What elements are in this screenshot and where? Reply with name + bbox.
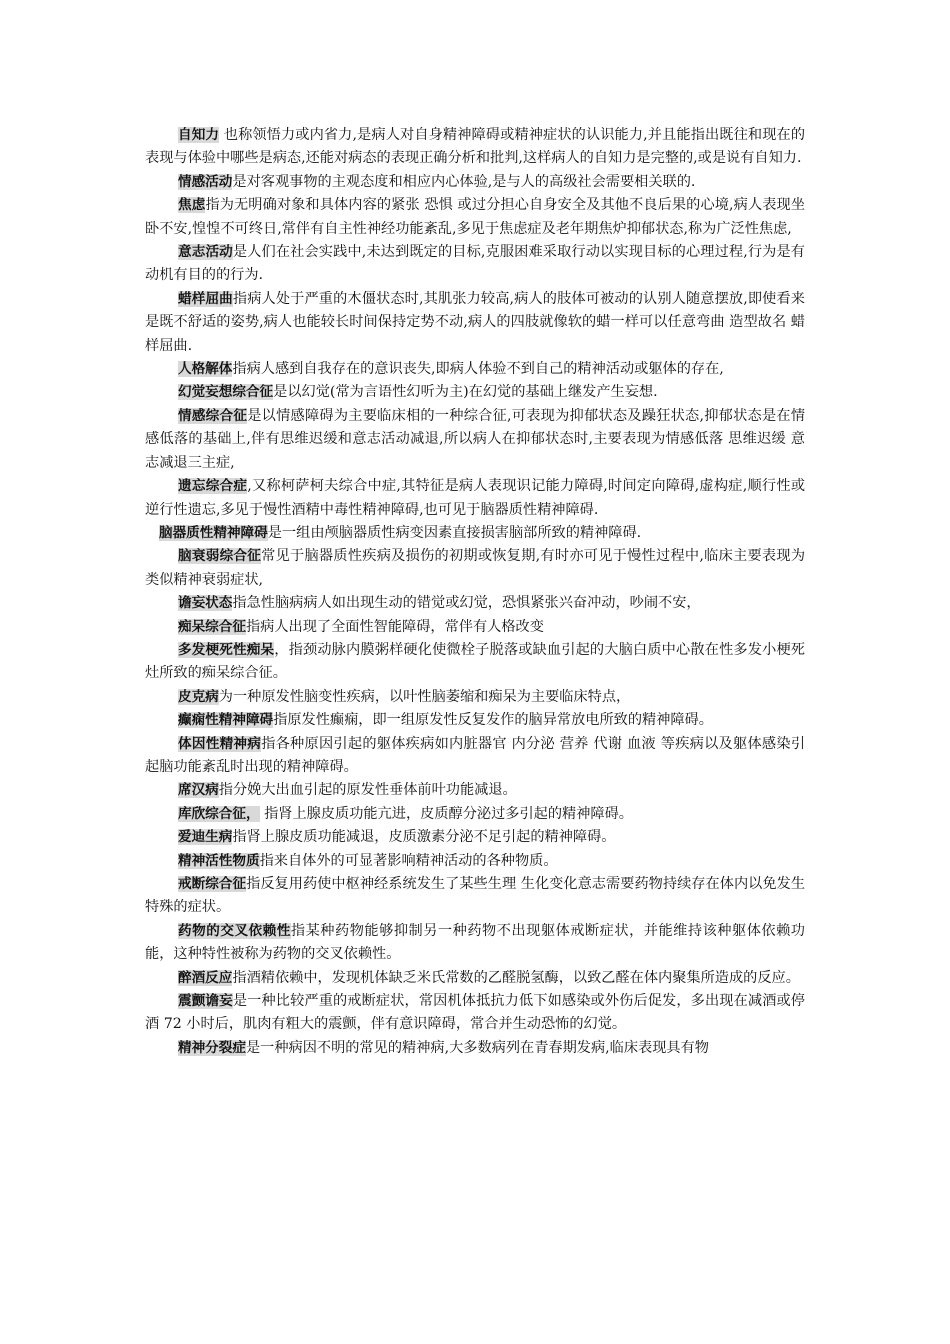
glossary-term: 情感综合征 xyxy=(178,407,248,424)
glossary-definition: 也称领悟力或内省力,是病人对自身精神障碍或精神症状的认识能力,并且能指出既往和现在的表现与体验中哪些是病态,还能对病态的表现正确分析和批判,这样病人的自知力是完整的,或是说有自知力. xyxy=(145,127,806,167)
glossary-entry xyxy=(145,920,805,967)
glossary-definition: 是人们在社会实践中,未达到既定的目标,克服困难采取行动以实现目标的心理过程,行为是有动机有目的的行为. xyxy=(145,244,805,284)
glossary-definition: 是对客观事物的主观态度和相应内心体验,是与人的高级社会需要相关联的. xyxy=(232,173,696,190)
glossary-term: 脑器质性精神障碍 xyxy=(159,524,268,541)
glossary-definition: 指某种药物能够抑制另一种药物不出现躯体戒断症状，并能维持该种躯体依赖功能，这种特性被称为药物的交叉依赖性。 xyxy=(145,922,805,963)
glossary-definition: 指分娩大出血引起的原发性垂体前叶功能减退。 xyxy=(218,782,517,799)
glossary-definition: 指急性脑病病人如出现生动的错觉或幻觉，恐惧紧张兴奋冲动，吵闹不安， xyxy=(232,595,701,612)
glossary-definition: 指病人出现了全面性智能障碍，常伴有人格改变 xyxy=(245,618,544,635)
glossary-entry xyxy=(145,522,805,545)
glossary-term: 精神活性物质 xyxy=(178,852,260,869)
glossary-entry xyxy=(145,990,805,1037)
glossary-entry xyxy=(145,124,805,171)
glossary-definition: 是一种比较严重的戒断症状，常因机体抵抗力低下如感染或外伤后促发，多出现在减酒或停酒 72 小时后，肌肉有粗大的震颤，伴有意识障碍，常合并生动恐怖的幻觉。 xyxy=(145,993,805,1033)
glossary-term: 癫痫性精神障碍 xyxy=(178,712,274,729)
glossary-definition: 指肾上腺皮质功能减退，皮质激素分泌不足引起的精神障碍。 xyxy=(232,829,616,846)
glossary-term: 震颤谵妄 xyxy=(178,993,233,1010)
glossary-definition: 为一种原发性脑变性疾病，以叶性脑萎缩和痴呆为主要临床特点， xyxy=(218,688,631,705)
glossary-entry xyxy=(145,967,805,990)
glossary-definition: 指反复用药使中枢神经系统发生了某些生理 生化变化意志需要药物持续存在体内以免发生特殊的症状。 xyxy=(145,876,806,916)
glossary-definition: 指来自体外的可显著影响精神活动的各种物质。 xyxy=(259,852,558,869)
glossary-term: 痴呆综合征 xyxy=(178,618,246,635)
glossary-term: 谵妄状态 xyxy=(178,595,233,612)
glossary-definition: 指酒精依赖中，发现机体缺乏米氏常数的乙醛脱氢酶，以致乙醛在体内聚集所造成的反应。 xyxy=(232,969,800,986)
glossary-entry xyxy=(145,381,805,404)
glossary-term: 精神分裂症 xyxy=(178,1039,246,1056)
glossary-entry xyxy=(145,686,805,709)
glossary-term: 戒断综合征 xyxy=(178,876,247,892)
glossary-term: 库欣综合征， xyxy=(178,805,260,822)
glossary-definition: 指肾上腺皮质功能亢进，皮质醇分泌过多引起的精神障碍。 xyxy=(259,805,633,822)
glossary-term: 皮克病 xyxy=(178,688,219,705)
glossary-definition: 是以幻觉(常为言语性幻听为主)在幻觉的基础上继发产生妄想. xyxy=(273,384,658,401)
glossary-term: 多发梗死性痴呆 xyxy=(178,641,275,658)
document-page xyxy=(145,124,805,1060)
glossary-definition: 是一组由颅脑器质性病变因素直接损害脑部所致的精神障碍. xyxy=(267,524,642,541)
glossary-definition: 指原发性癫痫，即一组原发性反复发作的脑异常放电所致的精神障碍。 xyxy=(273,712,713,729)
glossary-entry xyxy=(145,475,805,522)
glossary-term: 遗忘综合症 xyxy=(178,478,248,495)
glossary-definition: 是以情感障碍为主要临床相的一种综合征,可表现为抑郁状态及躁狂状态,抑郁状态是在情感低落的基础上,伴有思维迟缓和意志活动减退,所以病人在抑郁状态时,主要表现为情感低落 思维迟缓 意志减退三主症, xyxy=(145,407,806,471)
glossary-term: 体因性精神病 xyxy=(178,735,262,752)
glossary-term: 自知力 xyxy=(178,127,220,143)
glossary-entry xyxy=(145,850,805,873)
glossary-term: 脑衰弱综合征 xyxy=(178,548,262,565)
glossary-entry xyxy=(145,358,805,381)
glossary-term: 爱迪生病 xyxy=(178,829,233,846)
glossary-definition: 指各种原因引起的躯体疾病如内脏器官 内分泌 营养 代谢 血液 等疾病以及躯体感染引起脑功能紊乱时出现的精神障碍。 xyxy=(145,735,806,775)
glossary-entry xyxy=(145,1037,805,1060)
glossary-term: 焦虑 xyxy=(178,197,206,214)
glossary-entry xyxy=(145,405,805,475)
glossary-term: 人格解体 xyxy=(178,361,233,378)
glossary-entry xyxy=(145,171,805,194)
glossary-entry xyxy=(145,616,805,639)
glossary-definition: 指为无明确对象和具体内容的紧张 恐惧 或过分担心自身安全及其他不良后果的心境,病人表现坐卧不安,惶惶不可终日,常伴有自主性神经功能紊乱,多见于焦虑症及老年期焦炉抑郁状态,称为广泛性焦虑, xyxy=(145,197,806,237)
glossary-definition: ,又称柯萨柯夫综合中症,其特征是病人表现识记能力障碍,时间定向障碍,虚构症,顺行性或逆行性遗忘,多见于慢性酒精中毒性精神障碍,也可见于脑器质性精神障碍. xyxy=(145,478,806,518)
glossary-entry xyxy=(145,826,805,849)
glossary-definition: 是一种病因不明的常见的精神病,大多数病列在青春期发病,临床表现具有物 xyxy=(245,1039,709,1056)
glossary-term: 幻觉妄想综合征 xyxy=(178,384,274,401)
glossary-entry xyxy=(145,288,805,358)
glossary-entry xyxy=(145,709,805,732)
glossary-definition: 常见于脑器质性疾病及损伤的初期或恢复期,有时亦可见于慢性过程中,临床主要表现为类似精神衰弱症状, xyxy=(145,548,806,588)
glossary-definition: 指病人感到自我存在的意识丧失,即病人体验不到自己的精神活动或躯体的存在, xyxy=(232,361,724,378)
glossary-entry xyxy=(145,241,805,288)
glossary-entry xyxy=(145,194,805,241)
glossary-term: 蜡样屈曲 xyxy=(178,290,233,307)
glossary-entry xyxy=(145,873,805,920)
glossary-term: 药物的交叉依赖性 xyxy=(178,922,291,939)
glossary-term: 情感活动 xyxy=(178,173,233,190)
glossary-term: 席汉病 xyxy=(178,782,219,799)
glossary-entry xyxy=(145,545,805,592)
glossary-entry xyxy=(145,592,805,615)
glossary-definition: ，指颈动脉内膜粥样硬化使微栓子脱落或缺血引起的大脑白质中心散在性多发小梗死灶所致的痴呆综合征。 xyxy=(145,641,805,682)
glossary-term: 意志活动 xyxy=(178,244,233,261)
glossary-entry xyxy=(145,733,805,780)
glossary-entry xyxy=(145,779,805,802)
glossary-definition: 指病人处于严重的木僵状态时,其肌张力较高,病人的肢体可被动的认别人随意摆放,即使看来是既不舒适的姿势,病人也能较长时间保持定势不动,病人的四肢就像软的蜡一样可以任意弯曲 造型故名 蜡样屈曲. xyxy=(145,290,805,354)
glossary-entry xyxy=(145,803,805,826)
glossary-entry xyxy=(145,639,805,686)
glossary-term: 醉酒反应 xyxy=(178,969,233,986)
